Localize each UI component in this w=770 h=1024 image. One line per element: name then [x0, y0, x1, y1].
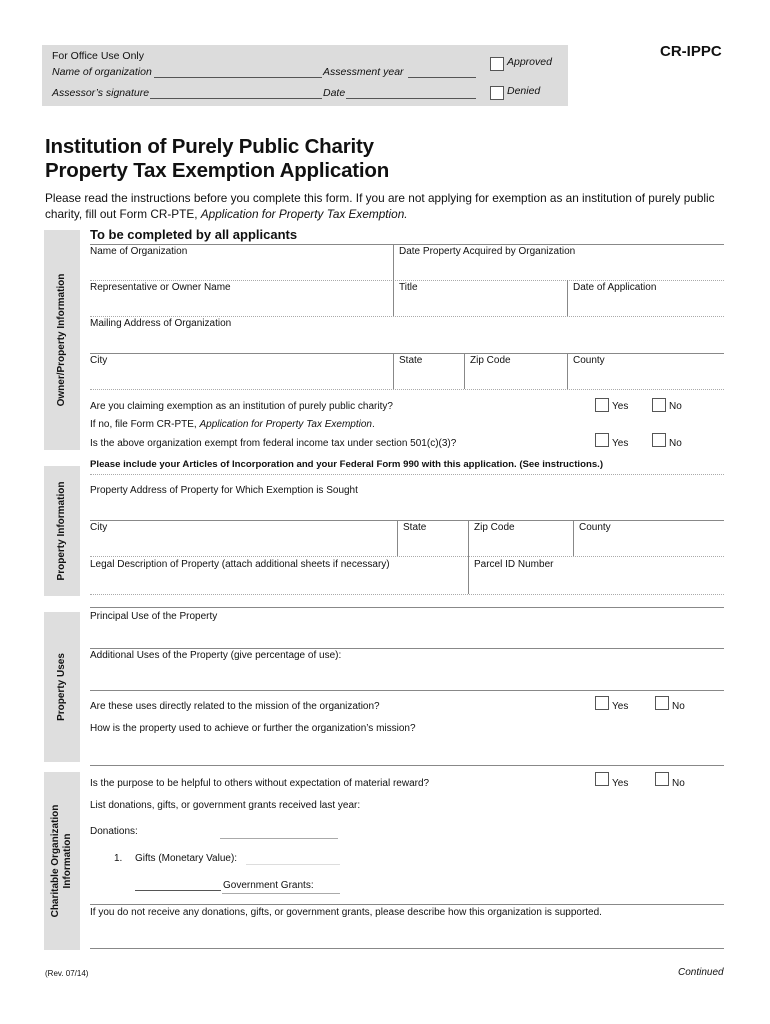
- page-title: [45, 135, 389, 183]
- property-address-label: Property Address of Property for Which Exemption is Sought: [90, 485, 358, 496]
- approved-label: Approved: [507, 56, 552, 68]
- divider: [573, 520, 574, 556]
- mission-yes-label: Yes: [612, 701, 629, 712]
- divider: [90, 607, 724, 608]
- 501-yes-label: Yes: [612, 438, 629, 449]
- sidebar-charitable-org: [44, 772, 80, 950]
- donations-field[interactable]: [220, 838, 338, 839]
- divider: [90, 244, 724, 245]
- state-label: State: [399, 355, 423, 366]
- divider: [90, 556, 724, 557]
- office-assessor-signature-label: Assessor’s signature: [52, 87, 150, 99]
- divider: [567, 280, 568, 316]
- donations-label: Donations:: [90, 826, 138, 837]
- denied-label: Denied: [507, 85, 541, 97]
- office-assessment-year-label: Assessment year: [323, 66, 404, 78]
- gov-grants-field[interactable]: [222, 893, 340, 894]
- claim-yes-label: Yes: [612, 401, 629, 412]
- divider: [393, 244, 394, 280]
- gov-grants-prefix-field[interactable]: [135, 890, 221, 891]
- title-line-1: Institution of Purely Public Charity: [45, 135, 374, 158]
- sidebar-charitable-line1: Charitable Organization: [50, 804, 61, 918]
- divider: [464, 353, 465, 389]
- rep-name-label: Representative or Owner Name: [90, 282, 231, 293]
- divider: [90, 904, 724, 905]
- denied-checkbox[interactable]: [490, 86, 504, 100]
- divider: [90, 520, 724, 521]
- principal-use-label: Principal Use of the Property: [90, 611, 218, 622]
- date-application-label: Date of Application: [573, 282, 657, 293]
- claim-yes-checkbox[interactable]: [595, 398, 609, 412]
- office-assessor-signature-field[interactable]: [150, 98, 322, 99]
- office-name-field[interactable]: [154, 77, 322, 78]
- helpful-yes-checkbox[interactable]: [595, 772, 609, 786]
- office-date-label: Date: [323, 87, 346, 99]
- 501-no-checkbox[interactable]: [652, 433, 666, 447]
- divider: [90, 648, 724, 649]
- title-label: Title: [399, 282, 418, 293]
- office-use-box: [42, 45, 568, 106]
- gifts-label: Gifts (Monetary Value):: [135, 853, 238, 864]
- divider: [393, 280, 394, 316]
- intro-text: Please read the instructions before you complete this form. If you are not applying for exemption as an institution of purely public charity, fill out Form CR-PTE,: [45, 191, 715, 221]
- mailing-address-label: Mailing Address of Organization: [90, 318, 232, 329]
- mission-yes-checkbox[interactable]: [595, 696, 609, 710]
- divider: [567, 353, 568, 389]
- helpful-yes-label: Yes: [612, 778, 629, 789]
- intro-paragraph: [45, 190, 735, 222]
- legal-description-label: Legal Description of Property (attach additional sheets if necessary): [90, 559, 390, 570]
- divider: [90, 316, 724, 317]
- continued-label: Continued: [678, 967, 724, 978]
- property-county-label: County: [579, 522, 611, 533]
- divider: [90, 474, 724, 475]
- articles-note: Please include your Articles of Incorporation and your Federal Form 990 with this application. (See instructions.): [90, 459, 604, 470]
- if-no-suffix: .: [371, 419, 375, 430]
- how-used-label: How is the property used to achieve or further the organization’s mission?: [90, 723, 416, 734]
- property-state-label: State: [403, 522, 427, 533]
- office-name-label: Name of organization: [52, 66, 152, 78]
- 501-no-label: No: [669, 438, 682, 449]
- q-mission-related: Are these uses directly related to the mission of the organization?: [90, 701, 380, 712]
- if-no-prefix: If no, file Form CR-PTE,: [90, 419, 200, 430]
- date-acquired-label: Date Property Acquired by Organization: [399, 246, 576, 257]
- city-label: City: [90, 355, 108, 366]
- mission-no-checkbox[interactable]: [655, 696, 669, 710]
- mission-no-label: No: [672, 701, 685, 712]
- q-helpful-others: Is the purpose to be helpful to others without expectation of material reward?: [90, 778, 430, 789]
- form-id: CR-IPPC: [660, 43, 722, 60]
- divider: [90, 690, 724, 691]
- gifts-number: 1.: [114, 853, 123, 864]
- office-use-header: For Office Use Only: [52, 50, 144, 62]
- divider: [90, 353, 724, 354]
- divider: [393, 353, 394, 389]
- office-assessment-year-field[interactable]: [408, 77, 476, 78]
- parcel-id-label: Parcel ID Number: [474, 559, 554, 570]
- revision-label: (Rev. 07/14): [45, 969, 89, 978]
- helpful-no-checkbox[interactable]: [655, 772, 669, 786]
- if-no-italic: Application for Property Tax Exemption: [199, 419, 372, 430]
- claim-no-label: No: [669, 401, 682, 412]
- divider: [90, 389, 724, 390]
- no-donations-label: If you do not receive any donations, gifts, or government grants, please describe how this organization is supported.: [90, 907, 602, 918]
- divider: [90, 594, 724, 595]
- sidebar-property-uses: [44, 612, 80, 762]
- sidebar-property-information: [44, 466, 80, 596]
- divider: [397, 520, 398, 556]
- q-claim-exemption: Are you claiming exemption as an institution of purely public charity?: [90, 401, 393, 412]
- if-no-note: [90, 419, 375, 430]
- divider: [90, 280, 724, 281]
- divider: [468, 520, 469, 556]
- list-donations-label: List donations, gifts, or government grants received last year:: [90, 800, 361, 811]
- additional-uses-label: Additional Uses of the Property (give percentage of use):: [90, 650, 342, 661]
- divider: [90, 765, 724, 766]
- intro-italic: Application for Property Tax Exemption.: [200, 207, 408, 221]
- divider: [90, 948, 724, 949]
- gifts-field[interactable]: [246, 864, 340, 865]
- zip-label: Zip Code: [470, 355, 511, 366]
- property-zip-label: Zip Code: [474, 522, 515, 533]
- divider: [468, 556, 469, 594]
- sidebar-charitable-label: [50, 805, 74, 918]
- claim-no-checkbox[interactable]: [652, 398, 666, 412]
- q-501c3: Is the above organization exempt from federal income tax under section 501(c)(3)?: [90, 438, 457, 449]
- section-heading: To be completed by all applicants: [90, 227, 298, 242]
- county-label: County: [573, 355, 605, 366]
- sidebar-uses-label: Property Uses: [56, 653, 67, 721]
- sidebar-owner-label: Owner/Property Information: [56, 273, 67, 407]
- sidebar-property-label: Property Information: [56, 481, 67, 581]
- approved-checkbox[interactable]: [490, 57, 504, 71]
- org-name-label: Name of Organization: [90, 246, 188, 257]
- property-city-label: City: [90, 522, 108, 533]
- sidebar-owner-property: [44, 230, 80, 450]
- office-date-field[interactable]: [346, 98, 476, 99]
- gov-grants-label: Government Grants:: [223, 880, 314, 891]
- 501-yes-checkbox[interactable]: [595, 433, 609, 447]
- helpful-no-label: No: [672, 778, 685, 789]
- sidebar-charitable-line2: Information: [62, 833, 73, 889]
- title-line-2: Property Tax Exemption Application: [45, 159, 390, 182]
